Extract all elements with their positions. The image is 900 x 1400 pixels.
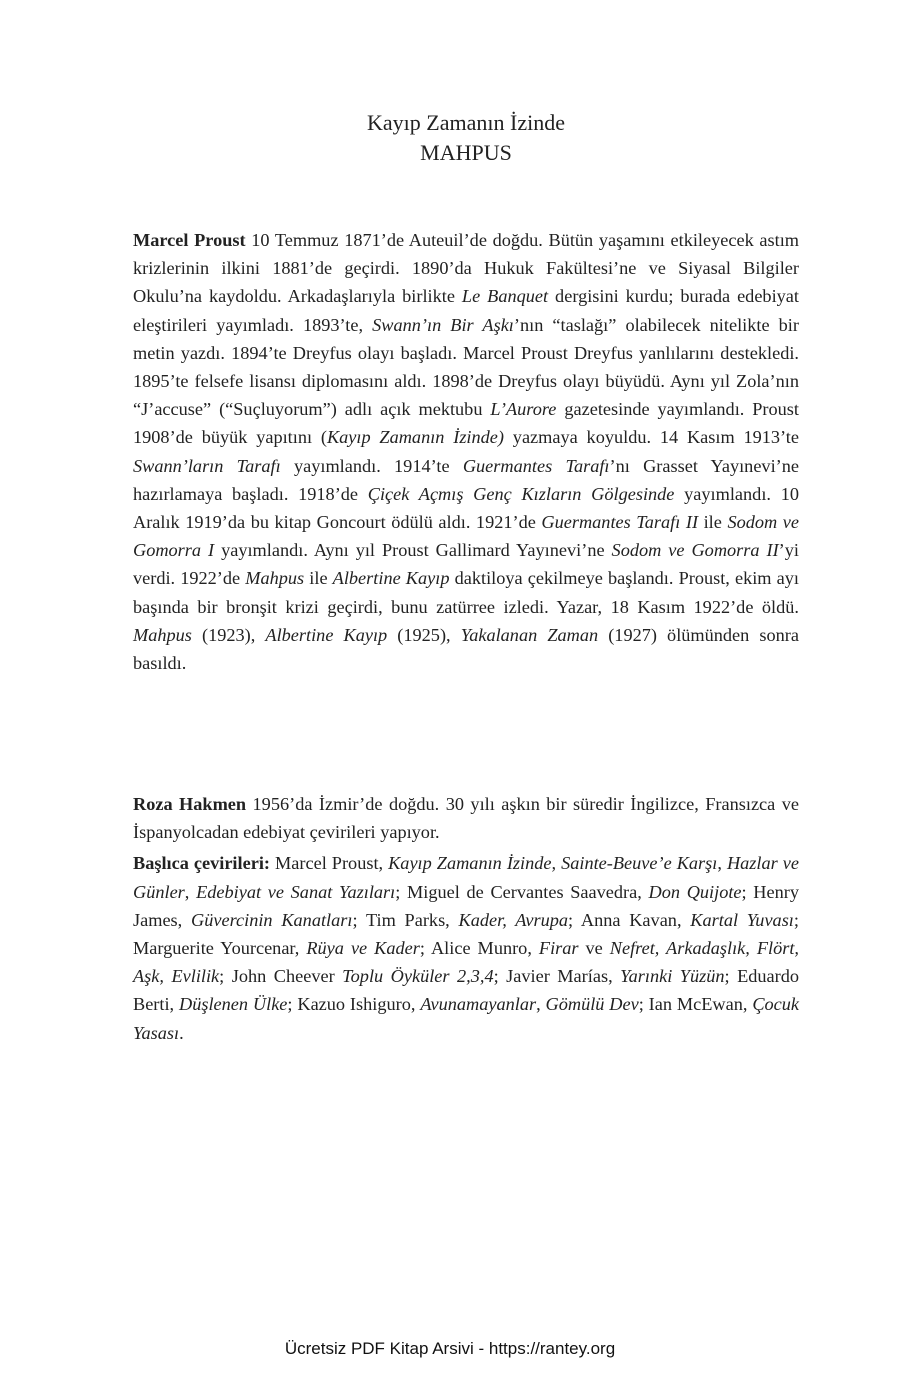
translations-text: ; Eduardo Berti,	[133, 966, 800, 1015]
book-title-ref: Düşlenen Ülke	[179, 994, 288, 1015]
bio-text: 10 Temmuz 1871’de Auteuil’de doğdu. Bütün yaşamını etkileyecek astım krizlerinin ilkini 1881’de geçirdi. 1890’da Hukuk Fakültesi’ne ve Siyasal Bilgiler Okulu’na kaydoldu. Arkadaşlarıyla birlikte	[133, 230, 799, 307]
translator-name: Roza Hakmen	[133, 794, 247, 814]
book-title: MAHPUS	[420, 140, 512, 165]
bio-text: ’nı Grasset Yayınevi’ne hazırlamaya başladı. 1918’de	[133, 455, 799, 504]
translations-text: .	[179, 1022, 184, 1043]
bio-text: ile	[698, 512, 728, 533]
book-title-ref: Çocuk Yasası	[133, 994, 800, 1043]
book-title-ref: Toplu Öyküler 2,3,4	[342, 966, 494, 987]
bio-text: daktiloya çekilmeye başlandı. Proust, ekim ayı başında bir bronşit krizi geçirdi, bunu zatürree izledi. Yazar, 18 Kasım 1922’de öldü.	[133, 568, 799, 617]
book-title-ref: Firar	[538, 938, 579, 959]
book-title-ref: Le Banquet	[461, 286, 549, 307]
bio-text: (1923),	[191, 624, 266, 645]
translations-text: ; Miguel de Cervantes Saavedra,	[395, 881, 649, 902]
bio-text: dergisini kurdu; burada edebiyat eleştirileri yayımladı. 1893’te,	[133, 286, 799, 335]
bio-text: ile	[304, 568, 333, 589]
book-title-ref: Don Quijote	[648, 881, 742, 902]
book-title-ref: Albertine Kayıp	[265, 624, 388, 645]
bio-text: yayımlandı. 10 Aralık 1919’da bu kitap Goncourt ödülü aldı. 1921’de	[133, 483, 799, 533]
book-title-ref: Swann’ın Bir Aşkı	[372, 314, 514, 335]
book-title-ref: Avunamayanlar	[420, 994, 537, 1015]
book-title-ref: Kartal Yuvası	[690, 909, 794, 930]
bio-text: (1925),	[387, 624, 461, 645]
translations-text: ; Alice Munro,	[419, 938, 539, 959]
series-title: Kayıp Zamanın İzinde	[367, 110, 565, 135]
bio-text: ’yi verdi. 1922’de	[133, 540, 799, 589]
translator-biography	[133, 790, 799, 1047]
translations-text: ; Tim Parks,	[352, 909, 459, 930]
book-title-ref: Güvercinin Kanatları	[191, 909, 353, 930]
book-title-ref: Guermantes Tarafı	[462, 455, 610, 476]
book-title-ref: Sodom ve Gomorra I	[133, 512, 799, 561]
translations-text: ; Ian McEwan,	[638, 994, 753, 1015]
translations-text: ; John Cheever	[219, 966, 343, 987]
book-title-ref: Mahpus	[133, 624, 192, 645]
book-title-ref: Hazlar ve Günler	[133, 853, 800, 902]
translations-paragraph	[133, 849, 799, 1046]
bio-text: yayımlandı. Aynı yıl Proust Gallimard Yayınevi’ne	[214, 540, 612, 561]
translations-text: ,	[184, 881, 197, 902]
author-name: Marcel Proust	[133, 230, 246, 250]
translations-text: ,	[536, 994, 546, 1015]
translations-text: ; Kazuo Ishiguro,	[287, 994, 421, 1015]
book-title-ref: Swann’ların Tarafı	[133, 455, 281, 476]
page-header	[0, 108, 900, 168]
book-title-ref: Edebiyat ve Sanat Yazıları	[196, 881, 396, 902]
translations-text: ,	[717, 853, 727, 874]
bio-text: (1927) ölümünden sonra basıldı.	[133, 624, 799, 674]
bio-text: yazmaya koyuldu. 14 Kasım 1913’te	[504, 427, 799, 448]
footer-watermark: Ücretsiz PDF Kitap Arsivi - https://rantey.org	[284, 1339, 616, 1358]
book-title-ref: Kader, Avrupa	[458, 909, 569, 930]
book-title-ref: Yarınki Yüzün	[620, 966, 725, 987]
translator-text: 1956’da İzmir’de doğdu. 30 yılı aşkın bir süredir İngilizce, Fransızca ve İspanyolcadan edebiyat çevirileri yapıyor.	[133, 794, 799, 843]
book-title-ref: Sodom ve Gomorra II	[611, 540, 779, 561]
book-title-ref: Kayıp Zamanın İzinde, Sainte-Beuve’e Karşı	[388, 853, 718, 874]
translations-text: Marcel Proust,	[270, 853, 389, 874]
book-title-ref: Albertine Kayıp	[332, 568, 450, 589]
translator-biography-paragraph	[133, 790, 799, 846]
translations-label: Başlıca çevirileri:	[133, 853, 270, 874]
book-title-ref: Gömülü Dev	[545, 994, 639, 1015]
book-title-ref: Rüya ve Kader	[306, 938, 420, 959]
book-title-ref: Guermantes Tarafı II	[541, 512, 699, 533]
translations-text: ; Marguerite Yourcenar,	[133, 909, 799, 959]
bio-text: yayımlandı. 1914’te	[280, 455, 463, 476]
book-title-ref: Çiçek Açmış Genç Kızların Gölgesinde	[367, 483, 675, 504]
bio-text: gazetesinde yayımlandı. Proust 1908’de büyük yapıtını (	[133, 399, 799, 448]
translations-text: ; Anna Kavan,	[568, 909, 691, 930]
book-title-ref: Nefret, Arkadaşlık, Flört, Aşk, Evlilik	[133, 938, 799, 987]
book-title-ref: L’Aurore	[490, 399, 557, 420]
translations-text: ; Henry James,	[133, 881, 799, 930]
translations-text: ; Javier Marías,	[493, 966, 621, 987]
book-title-ref: Kayıp Zamanın İzinde)	[326, 427, 504, 448]
author-biography-paragraph	[133, 226, 799, 677]
book-title-ref: Mahpus	[245, 568, 305, 589]
translations-text: ve	[578, 938, 610, 959]
bio-text: ’nın “taslağı” olabilecek nitelikte bir metin yazdı. 1894’te Dreyfus olayı başladı. Marcel Proust Dreyfus yanlılarını destekledi. 1895’te felsefe lisansı diplomasını aldı. 1898’de Dreyfus olayı büyüdü. Aynı yıl Zola’nın “J’accuse” (“Suçluyorum”) adlı açık mektubu	[133, 314, 799, 420]
author-biography	[133, 226, 799, 677]
book-title-ref: Yakalanan Zaman	[460, 624, 599, 645]
